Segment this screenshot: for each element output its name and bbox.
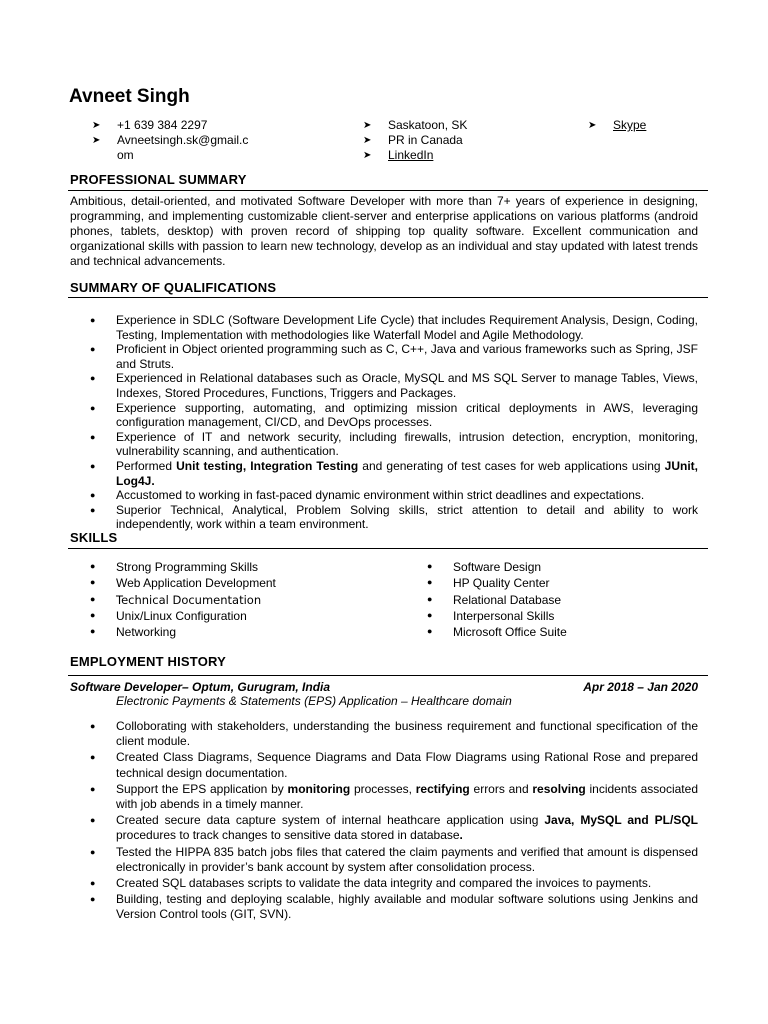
arrow-bullet-icon: ➤: [363, 120, 372, 131]
list-item: ● Software Design: [427, 560, 542, 574]
section-title-skills: SKILLS: [70, 530, 118, 545]
bullet-icon: ●: [427, 626, 433, 637]
list-item: ● Created SQL databases scripts to validate the data integrity and compared the invoices to payments.: [90, 876, 652, 891]
list-item: ● Experienced in Relational databases such as Oracle, MySQL and MS SQL Server to manage Tables, Views, Indexes, Stored Procedures, Functions, Triggers and Packages.: [90, 371, 698, 400]
bullet-icon: ●: [90, 593, 96, 604]
linkedin-link[interactable]: LinkedIn: [388, 148, 434, 162]
bullet-icon: ●: [90, 577, 96, 588]
list-item: ● Colloborating with stakeholders, understanding the business requirement and functional specification of the client module.: [90, 719, 698, 749]
skype-link[interactable]: Skype: [613, 118, 647, 132]
contact-phone: [92, 118, 252, 133]
bullet-icon: ●: [427, 593, 433, 604]
list-item: ● Performed Unit testing, Integration Testing and generating of test cases for web applications using JUnit, Log4J.: [90, 458, 698, 488]
candidate-name: Avneet Singh: [69, 86, 190, 107]
list-item: ● Networking: [90, 625, 177, 640]
list-item: ● Technical Documentation: [90, 592, 262, 607]
contact-email: [92, 133, 252, 163]
arrow-bullet-icon: ➤: [363, 150, 372, 161]
bullet-icon: ●: [90, 315, 96, 325]
bullet-icon: ●: [90, 846, 96, 857]
skills-list-right: [407, 560, 707, 641]
email-text-continued: om: [117, 148, 134, 162]
contact-column-3: [588, 118, 688, 133]
email-text: Avneetsingh.sk@gmail.c: [117, 133, 249, 147]
job-dates: Apr 2018 – Jan 2020: [583, 680, 698, 694]
list-item: ● Unix/Linux Configuration: [90, 608, 247, 623]
list-item: ● Relational Database: [427, 592, 562, 607]
summary-paragraph: Ambitious, detail-oriented, and motivated Software Developer with more than 7+ years of experience in designing, programming, and implementing customizable client-server and enterprise applications on various platforms (android phones, tablets, desktop) with proven record of shipping top quality software. Excellent communication and organizational skills with passion to learn new technology, develop as an individual and stay updated with latest trends and technical advancements.: [70, 194, 698, 268]
list-item: ● Created Class Diagrams, Sequence Diagrams and Data Flow Diagrams using Rational Rose and prepared technical design documentation.: [90, 750, 698, 780]
qualifications-list: [70, 313, 698, 532]
bullet-icon: ●: [90, 815, 96, 826]
arrow-bullet-icon: ➤: [92, 120, 101, 131]
job-title: Software Developer– Optum, Gurugram, India: [70, 680, 331, 694]
section-title-employment: EMPLOYMENT HISTORY: [70, 654, 227, 669]
section-divider: [68, 675, 708, 676]
section-divider: [68, 190, 708, 191]
arrow-bullet-icon: ➤: [588, 120, 597, 131]
contact-location: [363, 118, 523, 133]
bullet-icon: ●: [90, 402, 96, 413]
phone-text: +1 639 384 2297: [117, 118, 208, 132]
bullet-icon: ●: [427, 561, 433, 571]
list-item: ● Accustomed to working in fast-paced dynamic environment within strict deadlines and expectations.: [90, 488, 645, 503]
bullet-icon: ●: [427, 577, 433, 588]
bullet-icon: ●: [90, 894, 96, 905]
job-duties-list: [70, 719, 698, 923]
arrow-bullet-icon: ➤: [92, 135, 101, 146]
bullet-icon: ●: [427, 609, 433, 620]
list-item: ● Proficient in Object oriented programming such as C, C++, Java and various frameworks such as Spring, JSF and Struts.: [90, 342, 698, 371]
residency-text: PR in Canada: [388, 133, 463, 147]
list-item: ● Superior Technical, Analytical, Problem Solving skills, strict attention to detail and ability to work independently, work within a team environment.: [90, 502, 698, 532]
contact-status: [363, 133, 523, 148]
bullet-icon: ●: [90, 561, 96, 571]
bullet-icon: ●: [90, 721, 96, 731]
contact-skype[interactable]: [588, 118, 688, 133]
list-item: ● HP Quality Center: [427, 576, 550, 591]
bullet-icon: ●: [90, 609, 96, 620]
skills-list-left: [70, 560, 400, 641]
bullet-icon: ●: [90, 626, 96, 637]
section-title-qualifications: SUMMARY OF QUALIFICATIONS: [70, 280, 277, 295]
list-item: ● Microsoft Office Suite: [427, 625, 567, 640]
bullet-icon: ●: [90, 344, 96, 355]
bullet-icon: ●: [90, 783, 96, 794]
section-divider: [68, 297, 708, 298]
bullet-icon: ●: [90, 752, 96, 763]
section-divider: [68, 548, 708, 549]
list-item: ● Interpersonal Skills: [427, 608, 555, 623]
list-item: ● Building, testing and deploying scalable, highly available and modular software solutions using Jenkins and Version Control tools (GIT, SVN).: [90, 892, 698, 922]
list-item: ● Experience supporting, automating, and optimizing mission critical deployments in AWS, leveraging configuration management, CI/CD, and DevOps processes.: [90, 400, 698, 430]
bullet-icon: ●: [90, 373, 96, 384]
location-text: Saskatoon, SK: [388, 118, 468, 132]
list-item: ● Support the EPS application by monitoring processes, rectifying errors and resolving incidents associated with job abends in a timely manner.: [90, 781, 698, 812]
contact-linkedin[interactable]: [363, 148, 523, 163]
list-item: ● Created secure data capture system of internal heathcare application using Java, MySQL and PL/SQL procedures to track changes to sensitive data stored in database.: [90, 813, 698, 843]
arrow-bullet-icon: ➤: [363, 135, 372, 146]
section-title-summary: PROFESSIONAL SUMMARY: [70, 172, 247, 187]
bullet-icon: ●: [90, 504, 96, 515]
job-subtitle: Electronic Payments & Statements (EPS) Application – Healthcare domain: [116, 694, 512, 708]
bullet-icon: ●: [90, 460, 96, 471]
bullet-icon: ●: [90, 490, 96, 501]
contact-column-2: [363, 118, 523, 163]
bullet-icon: ●: [90, 431, 96, 442]
contact-column-1: [92, 118, 252, 163]
list-item: ● Experience of IT and network security, including firewalls, intrusion detection, encryption, monitoring, vulnerability scanning, and authentication.: [90, 429, 698, 459]
list-item: ● Web Application Development: [90, 576, 276, 591]
list-item: ● Experience in SDLC (Software Development Life Cycle) that includes Requirement Analysis, Design, Coding, Testing, Implementation with methodologies like Waterfall Model and Agile Methodology.: [90, 313, 698, 342]
list-item: ● Strong Programming Skills: [90, 560, 259, 574]
bullet-icon: ●: [90, 878, 96, 889]
list-item: ● Tested the HIPPA 835 batch jobs files that catered the claim payments and verified that amount is dispensed electronically in provider’s bank account by system after consolidation process.: [90, 844, 698, 874]
